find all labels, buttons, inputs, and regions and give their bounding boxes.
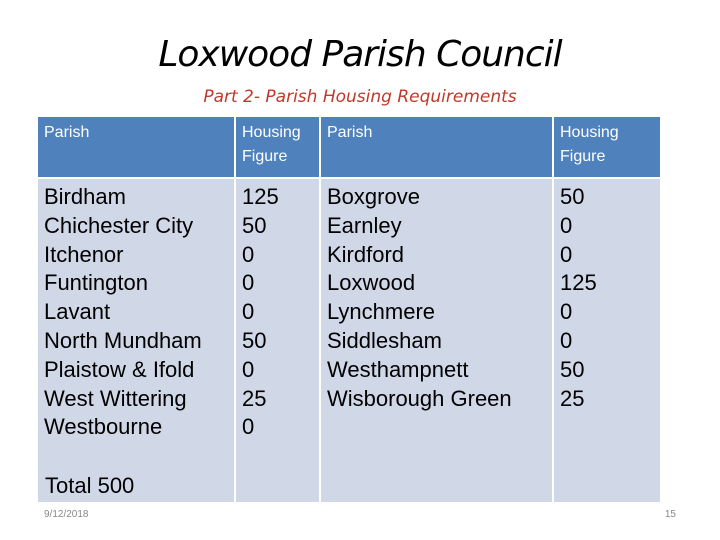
housing-figure: 50 <box>242 327 267 353</box>
housing-figure: 125 <box>560 270 597 296</box>
total-label: Total 500 <box>45 473 135 498</box>
housing-figure: 0 <box>242 270 255 296</box>
parish-name: Chichester City <box>44 212 194 238</box>
parish-name: Kirdford <box>327 241 405 267</box>
parish-name: Boxgrove <box>327 184 420 209</box>
housing-figure: 50 <box>560 184 585 209</box>
parish-name: Plaistow & Ifold <box>44 356 195 382</box>
parish-name: North Mundham <box>44 327 202 353</box>
right-parish-column <box>321 179 552 502</box>
parish-name: Westhampnett <box>327 356 469 382</box>
header-figure-left: Housing Figure <box>236 117 319 177</box>
housing-figure: 0 <box>560 327 573 353</box>
parish-name: Earnley <box>327 212 402 238</box>
slide-subtitle: Part 2- Parish Housing Requirements <box>203 87 517 107</box>
header-parish-left: Parish <box>38 117 234 177</box>
housing-figure: 0 <box>242 356 255 382</box>
housing-figure: 0 <box>242 414 255 440</box>
left-figure-column <box>236 179 319 502</box>
housing-figure: 125 <box>242 184 279 209</box>
parish-name: Lynchmere <box>327 299 436 325</box>
housing-figure: 0 <box>560 241 573 267</box>
header-parish-right: Parish <box>321 117 552 177</box>
slide-title: Loxwood Parish Council <box>158 34 562 75</box>
housing-figure: 0 <box>560 212 573 238</box>
parish-name: Siddlesham <box>327 327 442 353</box>
parish-name: West Wittering <box>44 385 187 411</box>
housing-figure: 25 <box>560 385 585 411</box>
parish-name: Itchenor <box>44 241 124 267</box>
right-figure-column <box>554 179 660 502</box>
parish-name: Lavant <box>44 299 111 325</box>
parish-name: Loxwood <box>327 270 416 296</box>
left-parish-column <box>38 179 234 502</box>
housing-figure: 0 <box>242 241 255 267</box>
parish-name: Funtington <box>44 270 148 296</box>
housing-figure: 50 <box>242 212 267 238</box>
parish-name: Birdham <box>44 184 126 209</box>
header-figure-right: Housing Figure <box>554 117 660 177</box>
housing-figure: 0 <box>560 299 573 325</box>
slide-date: 9/12/2018 <box>44 509 89 520</box>
housing-figure: 0 <box>242 299 255 325</box>
page-number: 15 <box>664 509 676 520</box>
housing-figure: 50 <box>560 356 585 382</box>
parish-name: Wisborough Green <box>327 385 512 411</box>
housing-figure: 25 <box>242 385 267 411</box>
parish-name: Westbourne <box>44 414 163 440</box>
